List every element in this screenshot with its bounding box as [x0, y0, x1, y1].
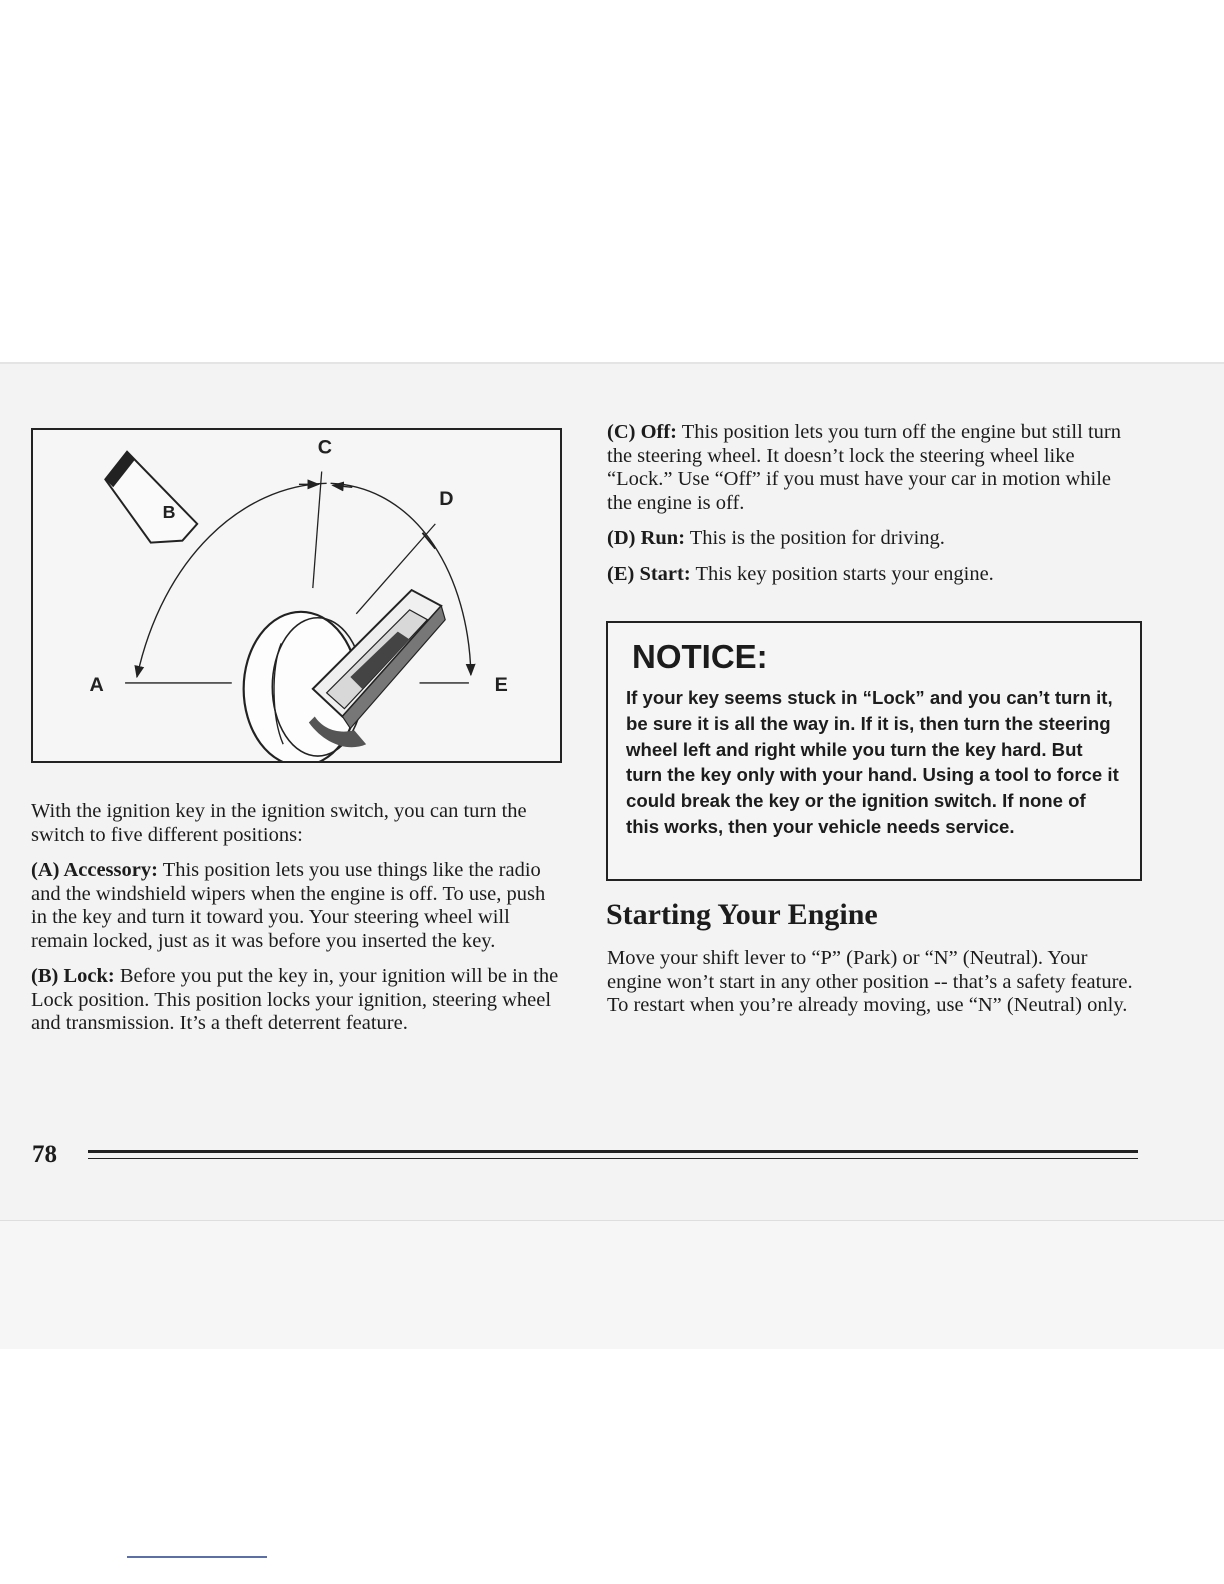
right-column — [607, 421, 1139, 598]
off-term: (C) Off: — [607, 421, 678, 443]
page-number: 78 — [32, 1141, 57, 1168]
lock-key-head — [105, 452, 197, 543]
lock-term: (B) Lock: — [31, 965, 115, 987]
bottom-edge-mark — [127, 1556, 267, 1558]
lock-text: Before you put the key in, your ignition will be in the Lock position. This position locks your ignition, steering wheel and transmission. It’s a theft deterrent feature. — [31, 965, 559, 1034]
label-a: A — [89, 673, 104, 696]
notice-title: NOTICE: — [632, 638, 768, 675]
lower-margin — [0, 1221, 1224, 1349]
label-d: D — [439, 488, 454, 511]
off-text: This position lets you turn off the engine but still turn the steering wheel. It doesn’t lock the steering wheel like “Lock.” Use “Off” if you must have your car in motion while the engine is off. — [607, 421, 1121, 514]
run-tick — [422, 533, 435, 549]
run-paragraph — [607, 527, 1139, 551]
accessory-term: (A) Accessory: — [31, 859, 158, 881]
footer-rule-thick — [88, 1150, 1138, 1153]
intro-paragraph: With the ignition key in the ignition switch, you can turn the switch to five different positions: — [31, 800, 527, 846]
accessory-paragraph — [31, 859, 563, 953]
starting-engine-body — [607, 947, 1139, 1030]
notice-box — [606, 621, 1142, 881]
ignition-switch-diagram — [31, 428, 562, 763]
start-term: (E) Start: — [607, 562, 691, 585]
start-paragraph — [607, 563, 1139, 587]
notice-text: If your key seems stuck in “Lock” and you can’t turn it, be sure it is all the way in. If it is, then turn the steering wheel left and right while you turn the key hard. But turn the key only with your hand. Using a tool to force it could break the key or the ignition switch. If none of this works, then your vehicle needs service. — [626, 687, 1119, 837]
run-text: This is the position for driving. — [685, 527, 945, 549]
run-term: (D) Run: — [607, 527, 686, 549]
off-paragraph — [607, 421, 1139, 515]
start-text: This key position starts your engine. — [690, 562, 994, 585]
label-c: C — [317, 436, 333, 459]
off-pointer-line — [313, 471, 322, 588]
starting-engine-paragraph: Move your shift lever to “P” (Park) or “N” (Neutral). Your engine won’t start in any other position -- that’s a safety feature. To restart when you’re already moving, use “N” (Neutral) only. — [607, 947, 1133, 1016]
accessory-text: This position lets you use things like the radio and the windshield wipers when the engine is off. To use, push in the key and turn it toward you. Your steering wheel will remain locked, just as it was before you inserted the key. — [31, 859, 546, 952]
footer-rule-thin — [88, 1158, 1138, 1159]
label-e: E — [494, 673, 508, 696]
left-column — [31, 800, 563, 1048]
starting-engine-heading: Starting Your Engine — [606, 898, 878, 931]
lock-paragraph — [31, 965, 563, 1036]
ignition-diagram-svg — [33, 430, 560, 761]
label-b: B — [162, 501, 176, 522]
